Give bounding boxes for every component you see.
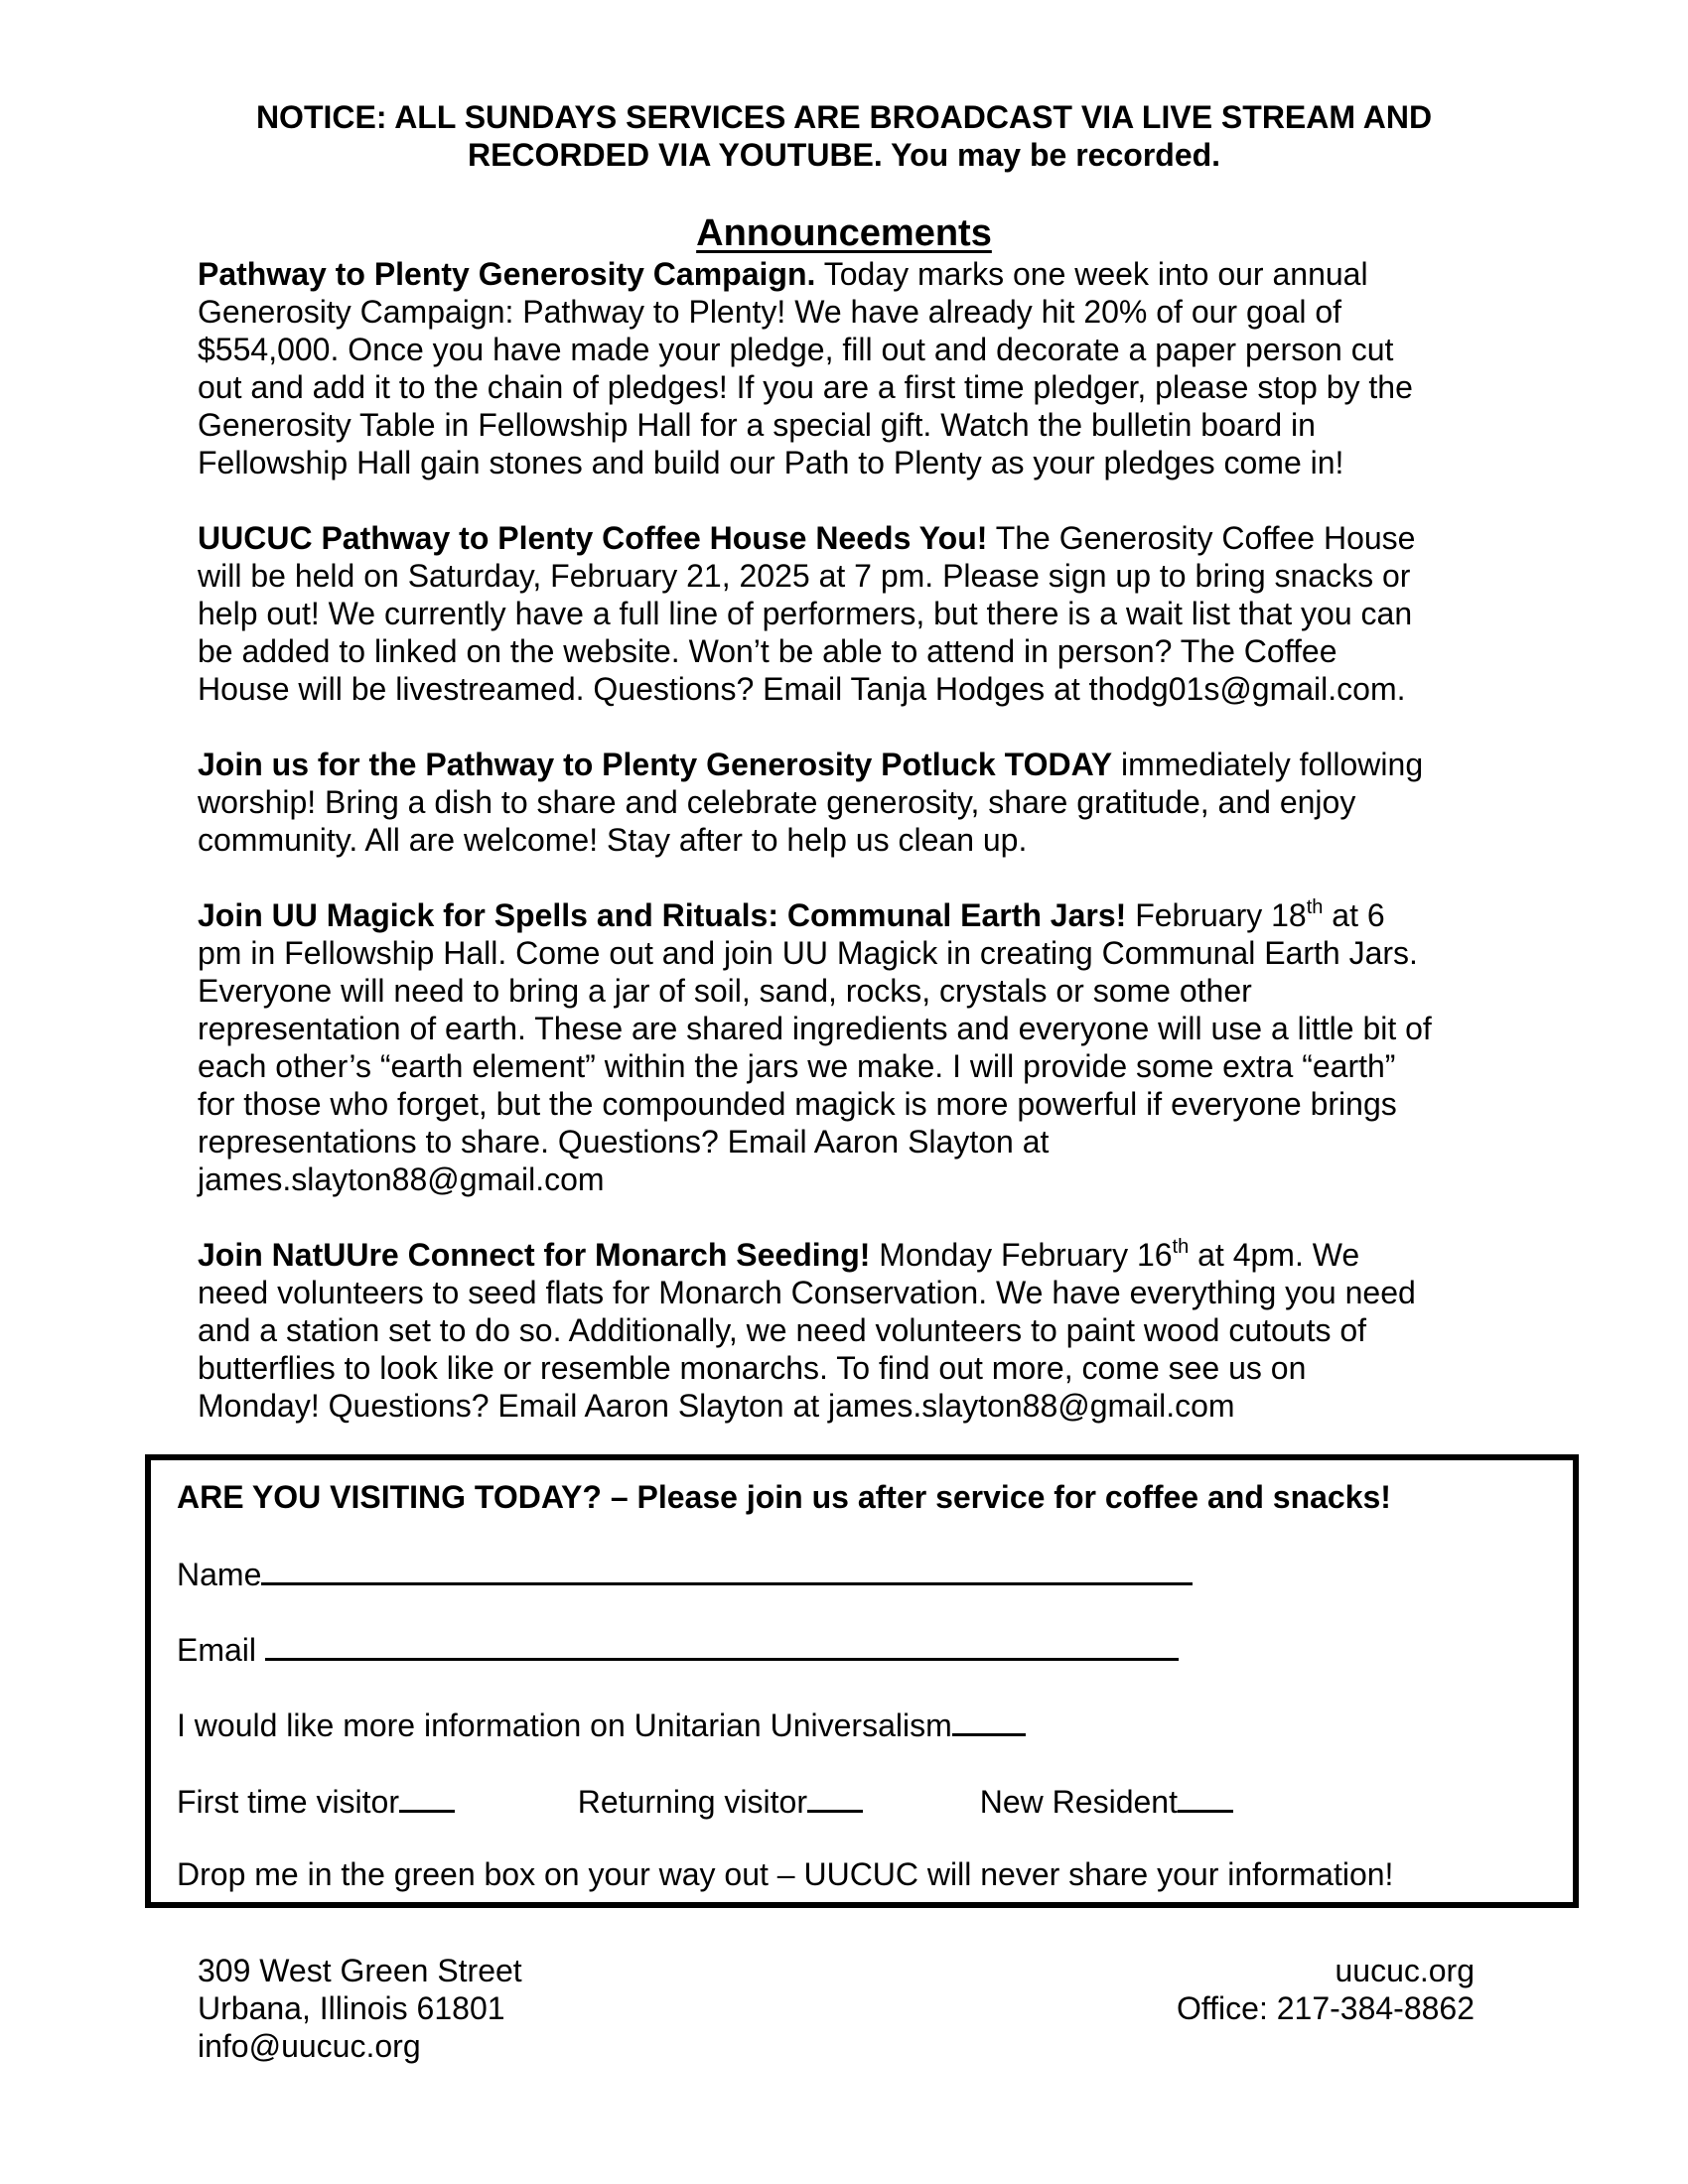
page-title: Announcements [696,212,992,254]
footer-website[interactable]: uucuc.org [1335,1953,1475,1988]
footer-office-phone: Office: 217-384-8862 [1176,1990,1475,2026]
new-resident-blank[interactable] [1178,1780,1233,1813]
email-label: Email [177,1632,257,1668]
announcement-line [198,519,1508,557]
name-label: Name [177,1557,262,1592]
announcement-line [198,746,1508,783]
announcement-line: community. All are welcome! Stay after to help us clean up. [198,822,1028,858]
announcement-line: Generosity Campaign: Pathway to Plenty! We have already hit 20% of our goal of [198,294,1342,330]
announcement-heading: Join NatUUre Connect for Monarch Seeding! [198,1237,871,1273]
announcement-item [198,896,1508,1198]
announcement-line: representation of earth. These are shared ingredients and everyone will use a little bit of [198,1011,1432,1046]
announcement-line: for those who forget, but the compounded magick is more powerful if everyone brings [198,1086,1397,1122]
name-blank[interactable] [261,1553,1193,1585]
announcement-line: will be held on Saturday, February 21, 2025 at 7 pm. Please sign up to bring snacks or [198,558,1411,594]
visitor-form-heading: ARE YOU VISITING TODAY? – Please join us after service for coffee and snacks! [177,1479,1391,1515]
returning-blank[interactable] [807,1780,863,1813]
ordinal-suffix: th [1172,1236,1190,1258]
first-time-blank[interactable] [399,1780,455,1813]
announcement-line: Generosity Table in Fellowship Hall for a special gift. Watch the bulletin board in [198,407,1316,443]
announcement-line: representations to share. Questions? Email Aaron Slayton at [198,1124,1050,1160]
announcement-text: at 6 [1323,897,1385,933]
notice-line-2: RECORDED VIA YOUTUBE. You may be recorded. [467,137,1221,173]
announcements-list [198,255,1508,1462]
announcement-line: House will be livestreamed. Questions? Email Tanja Hodges at thodg01s@gmail.com. [198,671,1406,707]
email-field[interactable] [177,1628,1179,1669]
announcement-heading: Join us for the Pathway to Plenty Generosity Potluck TODAY [198,747,1113,782]
more-info-label: I would like more information on Unitarian Universalism [177,1707,952,1743]
returning-label: Returning visitor [577,1784,807,1820]
visitor-type-row [177,1780,1233,1821]
announcement-line: Everyone will need to bring a jar of soil, sand, rocks, crystals or some other [198,973,1252,1009]
notice-line-1: NOTICE: ALL SUNDAYS SERVICES ARE BROADCAST VIA LIVE STREAM AND [255,99,1433,135]
announcement-text: February 18 [1126,897,1307,933]
announcement-heading: UUCUC Pathway to Plenty Coffee House Needs You! [198,520,988,556]
announcement-text: immediately following [1112,747,1424,782]
announcement-heading: Pathway to Plenty Generosity Campaign. [198,256,816,292]
announcement-line: pm in Fellowship Hall. Come out and join UU Magick in creating Communal Earth Jars. [198,935,1418,971]
announcement-text: The Generosity Coffee House [987,520,1416,556]
announcement-line: Fellowship Hall gain stones and build our Path to Plenty as your pledges come in! [198,445,1344,480]
livestream-notice [0,98,1688,174]
announcement-line: Monday! Questions? Email Aaron Slayton at james.slayton88@gmail.com [198,1388,1235,1424]
announcement-line: need volunteers to seed flats for Monarch Conservation. We have everything you need [198,1275,1416,1310]
announcement-item [198,746,1508,859]
footer-address [198,1952,522,2065]
announcement-line: out and add it to the chain of pledges! If you are a first time pledger, please stop by the [198,369,1413,405]
name-field[interactable] [177,1553,1193,1593]
announcement-line: and a station set to do so. Additionally, we need volunteers to paint wood cutouts of [198,1312,1367,1348]
announcement-item [198,255,1508,481]
announcement-text: Today marks one week into our annual [815,256,1368,292]
announcement-line: james.slayton88@gmail.com [198,1161,605,1197]
announcement-line: each other’s “earth element” within the jars we make. I will provide some extra “earth” [198,1048,1396,1084]
announcement-line: $554,000. Once you have made your pledge, fill out and decorate a paper person cut [198,332,1394,367]
announcement-heading: Join UU Magick for Spells and Rituals: Communal Earth Jars! [198,897,1127,933]
more-info-field[interactable] [177,1704,1026,1744]
announcement-item [198,519,1508,708]
announcement-item [198,1236,1508,1425]
announcement-text: at 4pm. We [1189,1237,1360,1273]
announcement-line [198,896,1508,934]
footer-contact [1177,1952,1475,2027]
announcement-line [198,1236,1508,1274]
email-blank[interactable] [265,1628,1179,1661]
announcement-line: worship! Bring a dish to share and celebrate generosity, share gratitude, and enjoy [198,784,1356,820]
footer-email[interactable]: info@uucuc.org [198,2028,421,2064]
address-line-2: Urbana, Illinois 61801 [198,1990,505,2026]
visitor-form [145,1454,1579,1908]
announcement-line: help out! We currently have a full line of performers, but there is a wait list that you can [198,596,1413,631]
announcement-text: Monday February 16 [870,1237,1173,1273]
new-resident-label: New Resident [979,1784,1178,1820]
drop-note: Drop me in the green box on your way out – UUCUC will never share your information! [177,1856,1394,1892]
ordinal-suffix: th [1306,896,1324,918]
first-time-label: First time visitor [177,1784,399,1820]
more-info-blank[interactable] [952,1704,1026,1736]
announcement-line: butterflies to look like or resemble monarchs. To find out more, come see us on [198,1350,1307,1386]
announcement-line [198,255,1508,293]
address-line-1: 309 West Green Street [198,1953,522,1988]
announcement-line: be added to linked on the website. Won’t be able to attend in person? The Coffee [198,633,1337,669]
